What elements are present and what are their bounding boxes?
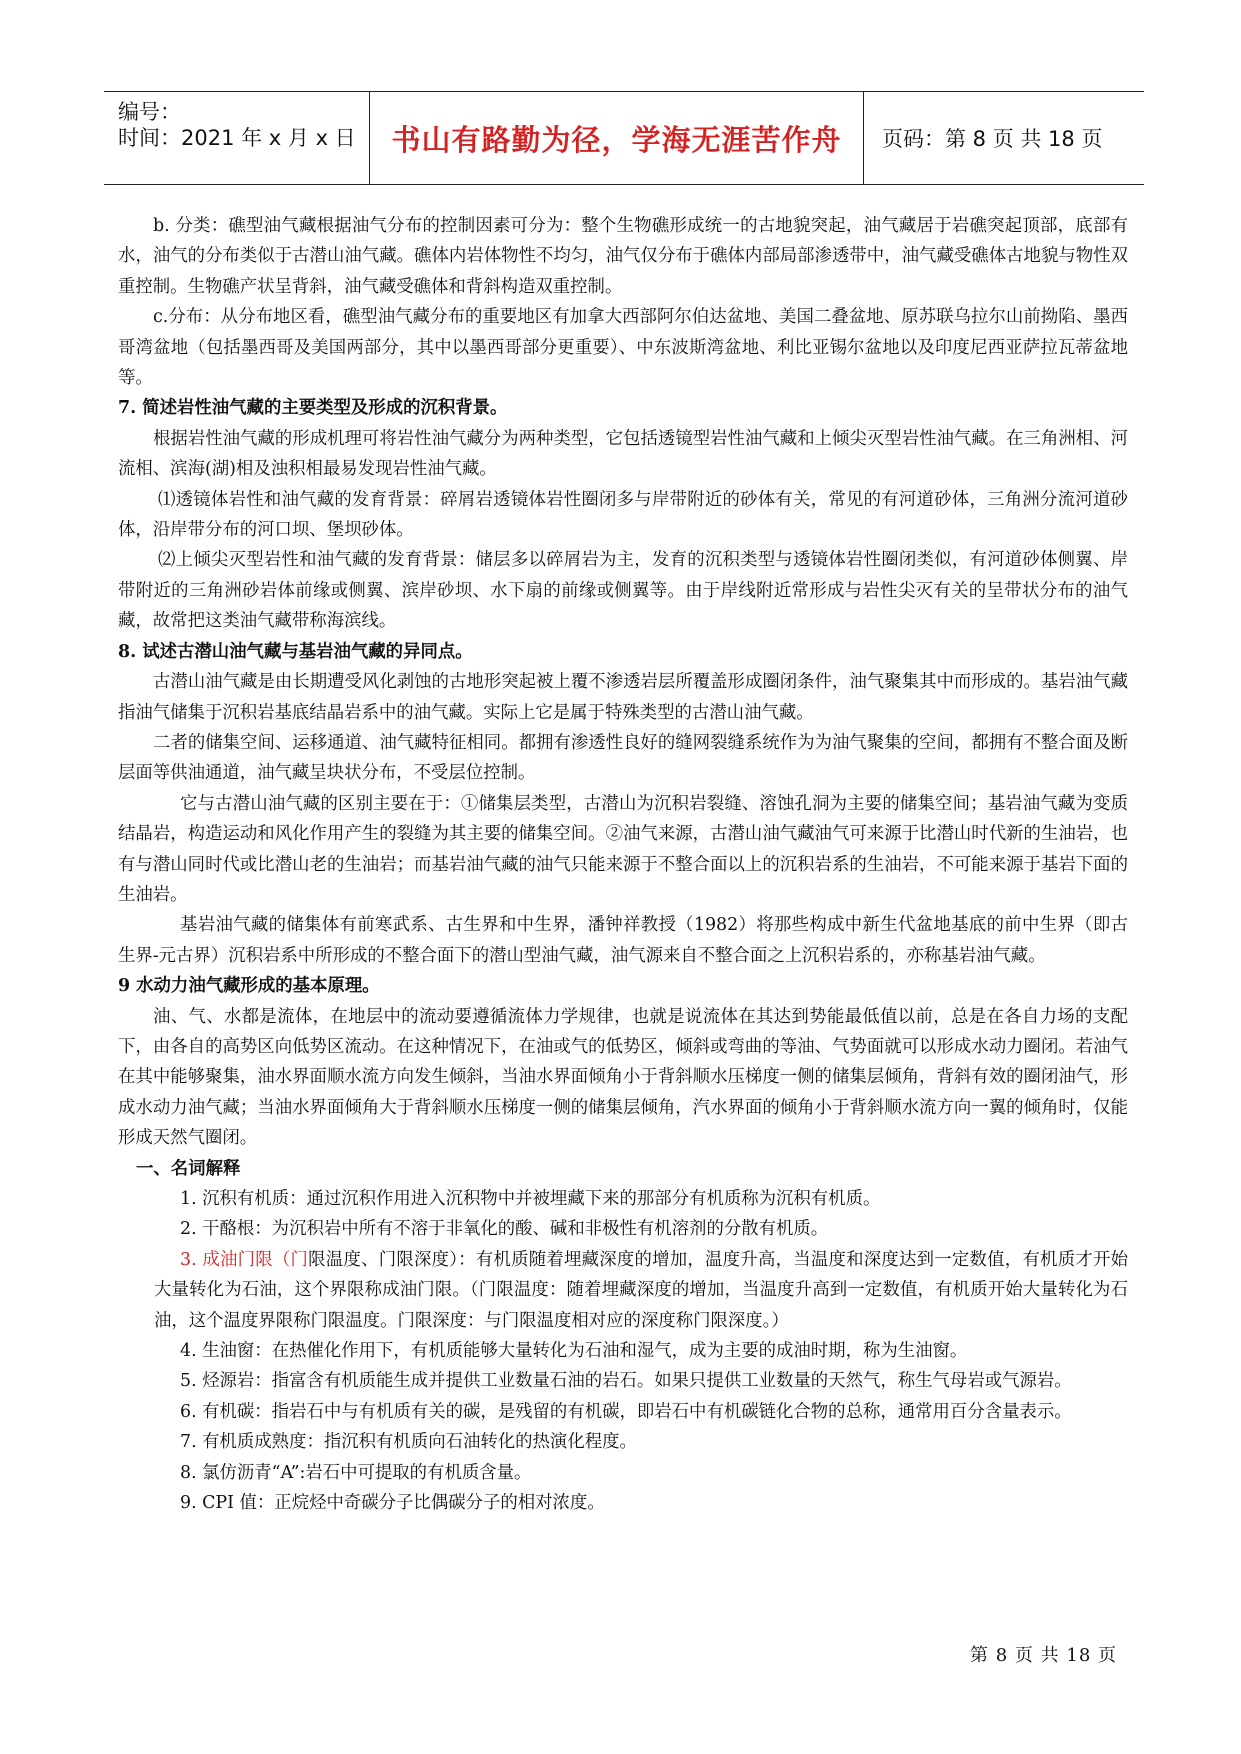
document-number-label: 编号：: [118, 100, 181, 124]
section-heading: 8. 试述古潜山油气藏与基岩油气藏的异同点。: [118, 641, 473, 662]
term-definition: 9. CPI 值：正烷烃中奇碳分子比偶碳分子的相对浓度。: [180, 1493, 605, 1514]
term-definition: 8. 氯仿沥青“A”:岩石中可提取的有机质含量。: [180, 1462, 532, 1483]
paragraph: b. 分类：礁型油气藏根据油气分布的控制因素可分为：整个生物礁形成统一的古地貌突起，油气藏居于岩礁突起顶部，底部有水，油气的分布类似于古潜山油气藏。礁体内岩体物性不均匀，油气仅分布于礁体内部局部渗透带中，油气藏受礁体古地貌与物性双重控制。生物礁产状呈背斜，油气藏受礁体和背斜构造双重控制。: [118, 216, 1128, 297]
term-definition-text: 限温度、门限深度）：有机质随着埋藏深度的增加，温度升高，当温度和深度达到一定数值，有机质才开始大量转化为石油，这个界限称成油门限。（门限温度：随着埋藏深度的增加，当温度升高到一定数值，有机质开始大量转化为石油，这个温度界限称门限温度。门限深度：与门限温度相对应的深度称门限深度。）: [154, 1249, 1128, 1331]
page-header: [104, 91, 1144, 185]
section-heading: 9 水动力油气藏形成的基本原理。: [118, 976, 380, 997]
document-time-label: 时间：2021 年 x 月 x 日: [118, 126, 356, 150]
header-motto: 书山有路勤为径，学海无涯苦作舟: [391, 122, 842, 157]
header-middle-cell: [370, 92, 864, 184]
paragraph: 根据岩性油气藏的形成机理可将岩性油气藏分为两种类型，它包括透镜型岩性油气藏和上倾尖灭型岩性油气藏。在三角洲相、河流相、滨海(湖)相及浊积相最易发现岩性油气藏。: [118, 428, 1128, 480]
term-definition: 4. 生油窗：在热催化作用下，有机质能够大量转化为石油和湿气，成为主要的成油时期，称为生油窗。: [180, 1341, 968, 1362]
page-footer: 第 8 页 共 18 页: [970, 1645, 1117, 1666]
header-left-cell: [104, 92, 370, 184]
term-definition: [118, 1245, 1128, 1336]
section-heading: 7. 简述岩性油气藏的主要类型及形成的沉积背景。: [118, 398, 508, 419]
paragraph: 它与古潜山油气藏的区别主要在于：①储集层类型，古潜山为沉积岩裂缝、溶蚀孔洞为主要的储集空间；基岩油气藏为变质结晶岩，构造运动和风化作用产生的裂缝为其主要的储集空间。②油气来源，古潜山油气藏油气可来源于比潜山时代新的生油岩，也有与潜山同时代或比潜山老的生油岩；而基岩油气藏的油气只能来源于不整合面以上的沉积岩系的生油岩，不可能来源于基岩下面的生油岩。: [118, 793, 1128, 905]
document-body: [118, 211, 1128, 1518]
paragraph: c.分布：从分布地区看，礁型油气藏分布的重要地区有加拿大西部阿尔伯达盆地、美国二叠盆地、原苏联乌拉尔山前拗陷、墨西哥湾盆地（包括墨西哥及美国两部分，其中以墨西哥部分更重要）、中东波斯湾盆地、利比亚锡尔盆地以及印度尼西亚萨拉瓦蒂盆地等。: [118, 307, 1128, 389]
term-definition: 5. 烃源岩：指富含有机质能生成并提供工业数量石油的岩石。如果只提供工业数量的天然气，称生气母岩或气源岩。: [180, 1371, 1072, 1392]
term-definition: 6. 有机碳：指岩石中与有机质有关的碳，是残留的有机碳，即岩石中有机碳链化合物的总称，通常用百分含量表示。: [180, 1401, 1072, 1422]
paragraph: 油、气、水都是流体，在地层中的流动要遵循流体力学规律，也就是说流体在其达到势能最低值以前，总是在各自力场的支配下，由各自的高势区向低势区流动。在这种情况下，在油或气的低势区，倾斜或弯曲的等油、气势面就可以形成水动力圈闭。若油气在其中能够聚集，油水界面顺水流方向发生倾斜，当油水界面倾角小于背斜顺水压梯度一侧的储集层倾角，背斜有效的圈闭油气，形成水动力油气藏；当油水界面倾角大于背斜顺水压梯度一侧的储集层倾角，汽水界面的倾角小于背斜顺水流方向一翼的倾角时，仅能形成天然气圈闭。: [118, 1006, 1128, 1149]
paragraph: ⑵上倾尖灭型岩性和油气藏的发育背景：储层多以碎屑岩为主，发育的沉积类型与透镜体岩性圈闭类似，有河道砂体侧翼、岸带附近的三角洲砂岩体前缘或侧翼、滨岸砂坝、水下扇的前缘或侧翼等。由于岸线附近常形成与岩性尖灭有关的呈带状分布的油气藏，故常把这类油气藏带称海滨线。: [118, 550, 1128, 632]
paragraph: 基岩油气藏的储集体有前寒武系、古生界和中生界，潘钟祥教授（1982）将那些构成中新生代盆地基底的前中生界（即古生界-元古界）沉积岩系中所形成的不整合面下的潜山型油气藏，油气源来自不整合面之上沉积岩系的，亦称基岩油气藏。: [118, 915, 1128, 966]
term-highlight: 3. 成油门限（门: [180, 1249, 309, 1270]
section-heading: 一、名词解释: [136, 1158, 241, 1179]
header-page-info: 页码：第 8 页 共 18 页: [882, 127, 1103, 151]
paragraph: ⑴透镜体岩性和油气藏的发育背景：碎屑岩透镜体岩性圈闭多与岸带附近的砂体有关，常见的有河道砂体，三角洲分流河道砂体，沿岸带分布的河口坝、堡坝砂体。: [118, 489, 1128, 541]
term-definition: 7. 有机质成熟度：指沉积有机质向石油转化的热演化程度。: [180, 1432, 637, 1453]
term-definition: 1. 沉积有机质：通过沉积作用进入沉积物中并被埋藏下来的那部分有机质称为沉积有机质。: [180, 1189, 881, 1209]
paragraph: 二者的储集空间、运移通道、油气藏特征相同。都拥有渗透性良好的缝网裂缝系统作为为油气聚集的空间，都拥有不整合面及断层面等供油通道，油气藏呈块状分布，不受层位控制。: [118, 732, 1128, 784]
paragraph: 古潜山油气藏是由长期遭受风化剥蚀的古地形突起被上覆不渗透岩层所覆盖形成圈闭条件，油气聚集其中而形成的。基岩油气藏指油气储集于沉积岩基底结晶岩系中的油气藏。实际上它是属于特殊类型的古潜山油气藏。: [118, 672, 1128, 723]
header-right-cell: [864, 92, 1144, 184]
term-definition: 2. 干酪根：为沉积岩中所有不溶于非氧化的酸、碱和非极性有机溶剂的分散有机质。: [180, 1219, 829, 1240]
